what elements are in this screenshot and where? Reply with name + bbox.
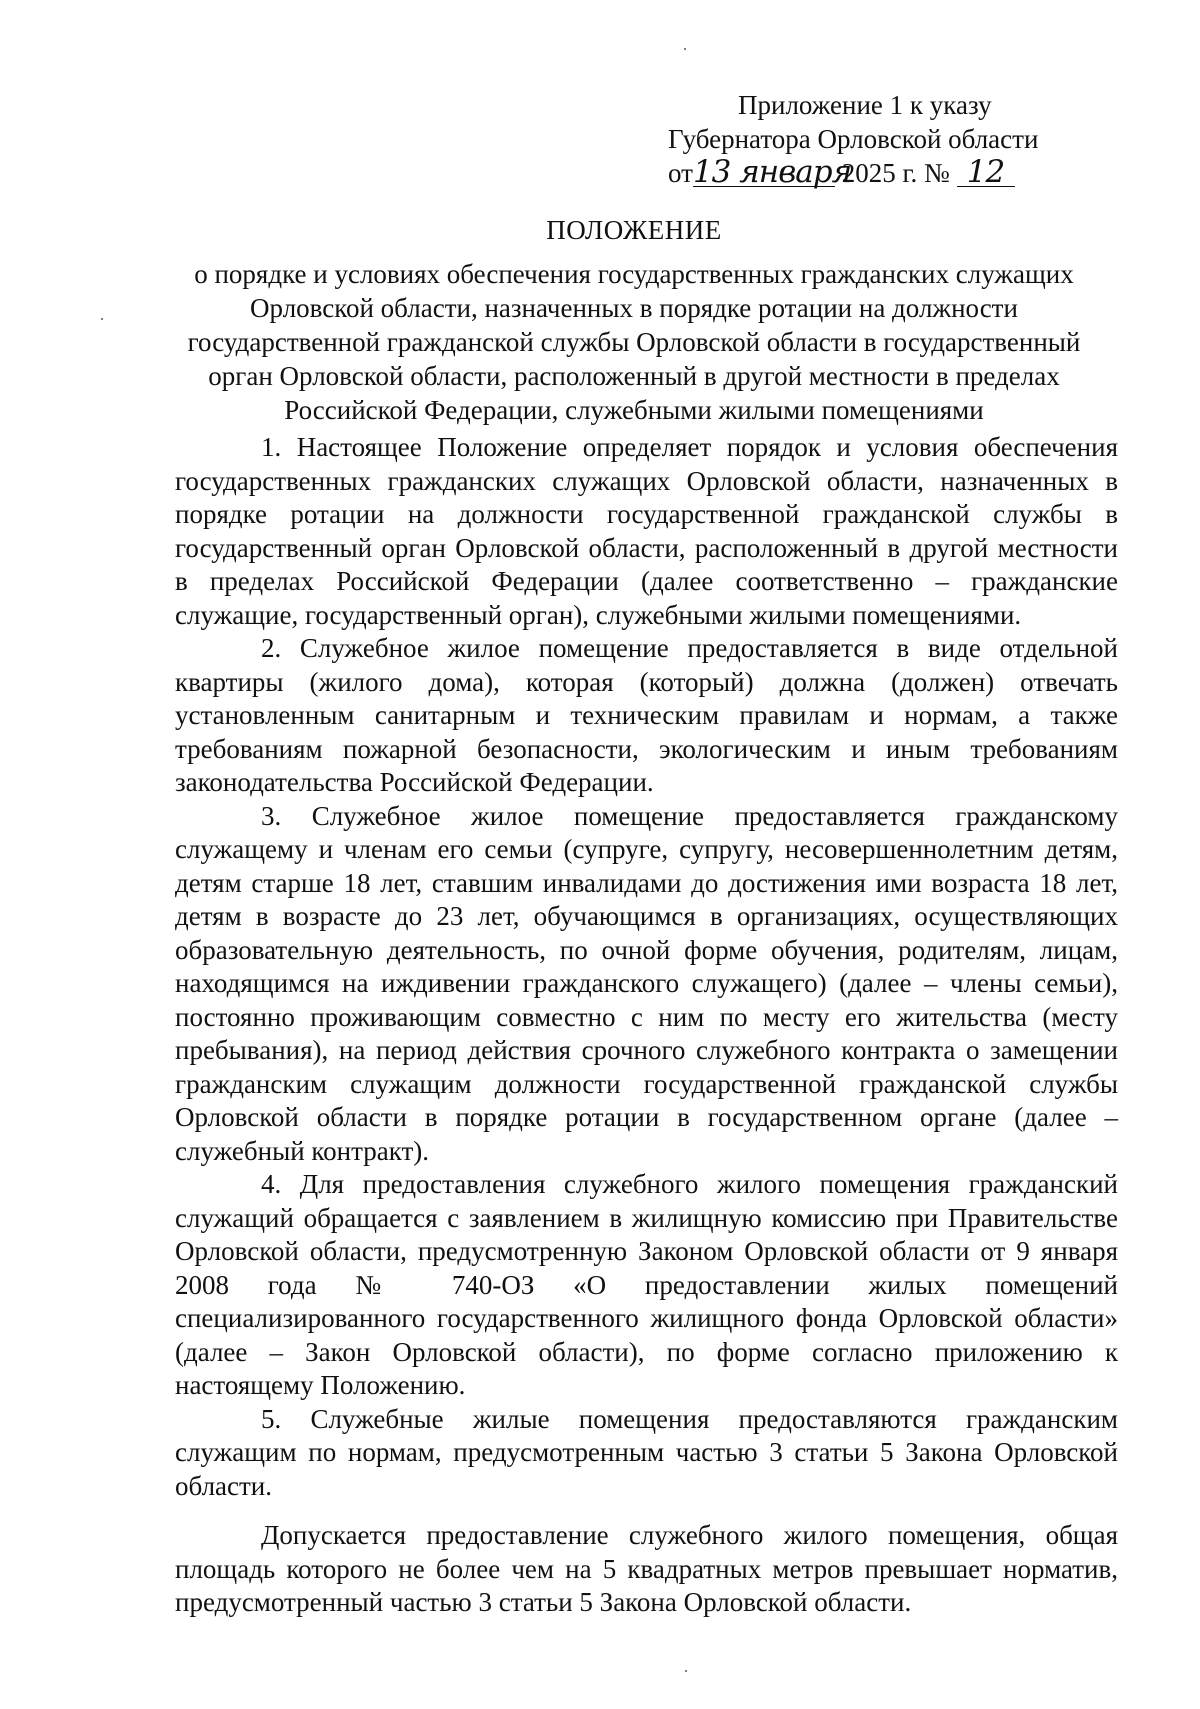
paragraph-2: 2. Служебное жилое помещение предоставляется в виде отдельной квартиры (жилого дома), которая (который) должна (должен) отвечать установленным санитарным и техническим правилам и нормам, а также требованиям пожарной безопасности, экологическим и иным требованиям законодательства Российской Федерации. [175,633,1118,797]
subtitle-line: орган Орловской области, расположенный в другой местности в пределах [208,361,1060,391]
appendix-header [668,88,1088,190]
subtitle-line: о порядке и условиях обеспечения государственных гражданских служащих [194,259,1074,289]
scan-speck [685,1670,687,1672]
subtitle-line: Российской Федерации, служебными жилыми помещениями [284,395,984,425]
paragraph-4: 4. Для предоставления служебного жилого помещения гражданский служащий обращается с заявлением в жилищную комиссию при Правительстве Орловской области, предусмотренную Законом Орловской области от 9 января 2008 года № 740-ОЗ «О предоставлении жилых помещений специализированного государственного жилищного фонда Орловской области» (далее – Закон Орловской области), по форме согласно приложению к настоящему Положению. [175,1169,1118,1400]
paragraph-5: 5. Служебные жилые помещения предоставляются гражданским служащим по нормам, предусмотренным частью 3 статьи 5 Закона Орловской области. [175,1403,1118,1501]
appendix-label: Приложение 1 к указу [738,90,992,120]
scan-speck [684,48,686,50]
date-prefix: от [668,158,693,188]
document-body [175,431,1118,1620]
subtitle-line: Орловской области, назначенных в порядке ротации на должности [250,293,1018,323]
paragraph-1: 1. Настоящее Положение определяет порядок и условия обеспечения государственных гражданских служащих Орловской области, назначенных в порядке ротации на должности государственной гражданской службы в государственный орган Орловской области, расположенный в другой местности в пределах Российской Федерации (далее соответственно – гражданские служащие, государственный орган), служебными жилыми помещениями. [175,432,1118,630]
document-subtitle [150,257,1118,427]
paragraph-5-continuation: Допускается предоставление служебного жилого помещения, общая площадь которого не более чем на 5 квадратных метров превышает норматив, предусмотренный частью 3 статьи 5 Закона Орловской области. [175,1520,1118,1617]
subtitle-line: государственной гражданской службы Орловской области в государственный [187,327,1081,357]
scan-speck [101,318,103,320]
handwritten-number: 12 [957,158,1015,187]
date-number-line [668,156,1088,190]
paragraph-3: 3. Служебное жилое помещение предоставляется гражданскому служащему и членам его семьи (супруге, супругу, несовершеннолетним детям, детям старше 18 лет, ставшим инвалидами до достижения ими возраста 18 лет, детям в возрасте до 23 лет, обучающимся в организациях, осуществляющих образовательную деятельность, по очной форме обучения, родителям, лицам, находящимся на иждивении гражданского служащего) (далее – члены семьи), постоянно проживающим совместно с ним по месту его жительства (месту пребывания), на период действия срочного служебного контракта о замещении гражданским служащим должности государственной гражданской службы Орловской области в порядке ротации в государственном органе (далее – служебный контракт). [175,800,1118,1166]
year-number-label: 2025 г. № [841,158,950,188]
title-block [150,213,1118,427]
issuer-label: Губернатора Орловской области [668,124,1039,154]
handwritten-date: 13 января [692,154,852,190]
document-title: ПОЛОЖЕНИЕ [546,215,722,245]
